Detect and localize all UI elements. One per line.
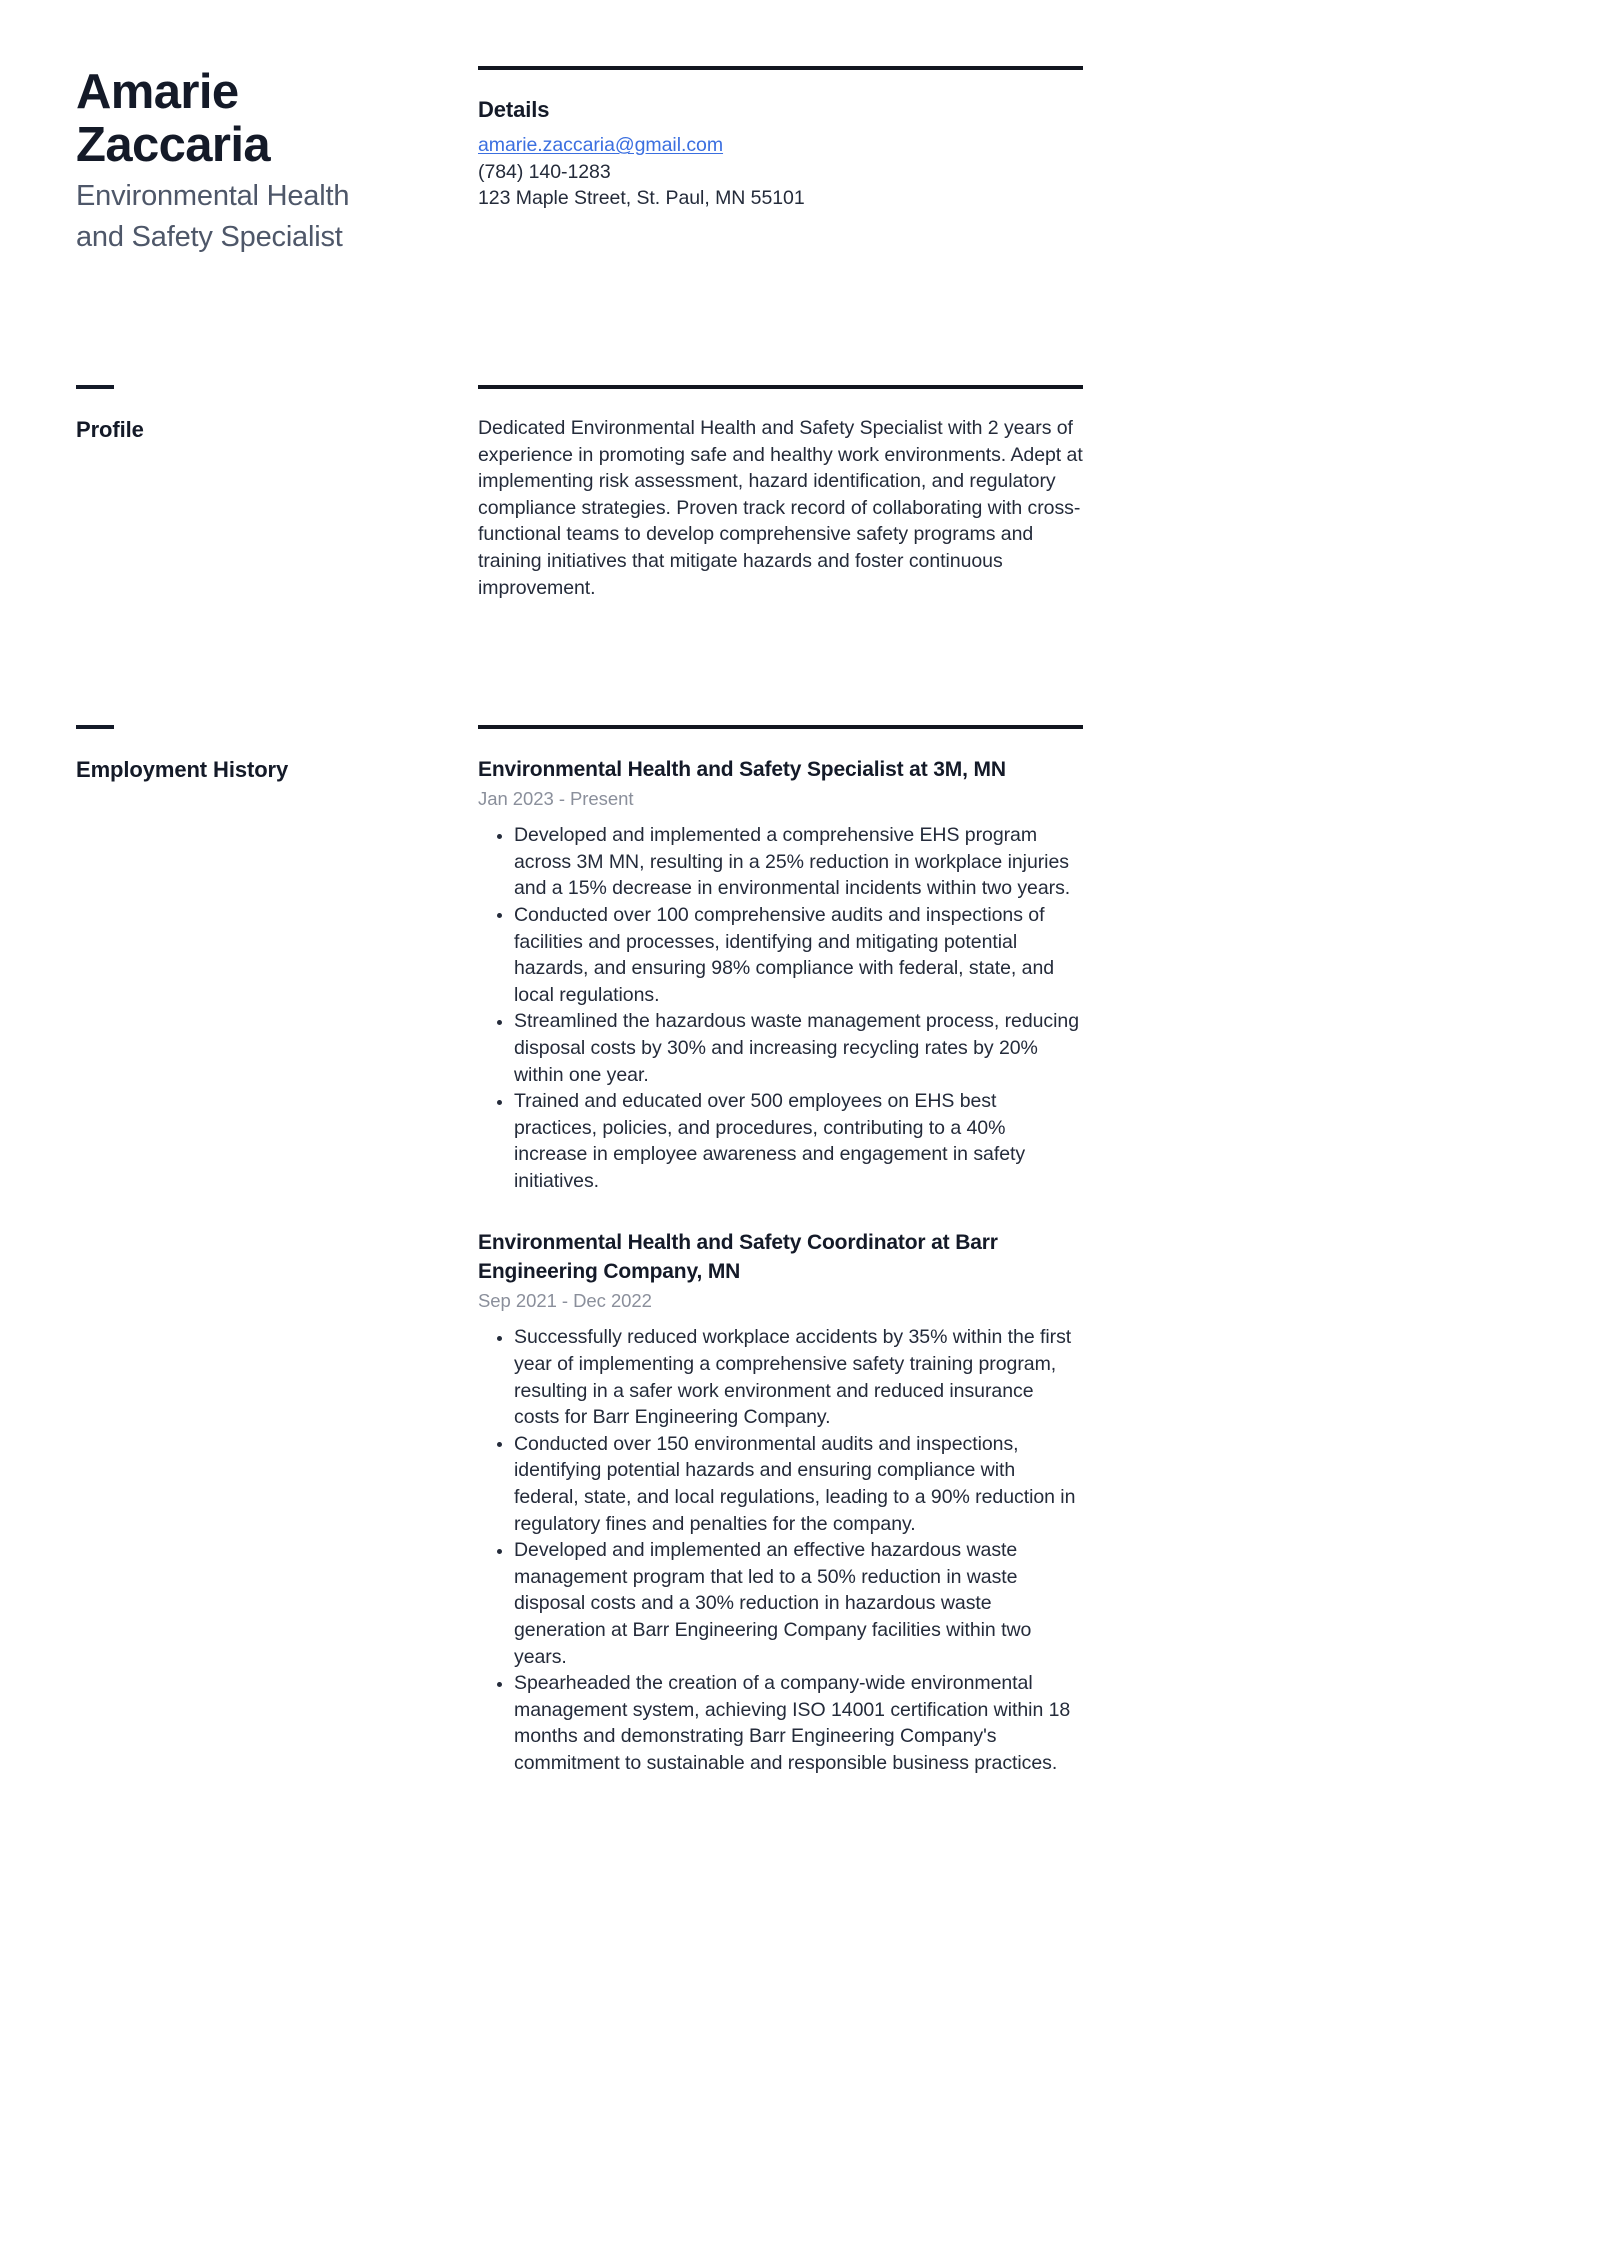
spacer-right-profile xyxy=(478,257,1083,385)
employment-section xyxy=(478,725,1083,1776)
identity xyxy=(76,66,436,257)
employment-entry-bullets xyxy=(478,822,1083,1194)
details-section xyxy=(478,66,1083,257)
contact-address: 123 Maple Street, St. Paul, MN 55101 xyxy=(478,187,805,209)
profile-side-section xyxy=(76,385,436,443)
details-divider xyxy=(478,66,1083,70)
employment-entry-dates: Sep 2021 - Dec 2022 xyxy=(478,1290,652,1312)
employment-entry-bullets xyxy=(478,1324,1083,1776)
employment-side-section xyxy=(76,725,436,783)
page-title: Amarie Zaccaria xyxy=(76,65,271,172)
profile-divider xyxy=(478,385,1083,389)
profile-section xyxy=(478,385,1083,601)
list-item: Developed and implemented a comprehensive EHS program across 3M MN, resulting in a 25% reduction in workplace injuries and a 15% decrease in environmental incidents within two years. xyxy=(478,822,1083,902)
section-dash-icon xyxy=(76,725,114,729)
spacer-left-employment xyxy=(76,601,436,725)
email-link[interactable]: amarie.zaccaria@gmail.com xyxy=(478,134,724,156)
spacer-left-profile xyxy=(76,257,436,385)
employment-entry xyxy=(478,1228,1083,1776)
spacer-right-employment xyxy=(478,601,1083,725)
employment-heading: Employment History xyxy=(76,757,289,783)
headline-job-title: Environmental Health and Safety Specialist xyxy=(76,180,350,253)
contact-phone: (784) 140-1283 xyxy=(478,160,611,183)
list-item: Streamlined the hazardous waste management process, reducing disposal costs by 30% and increasing recycling rates by 20% within one year. xyxy=(478,1008,1083,1088)
employment-divider xyxy=(478,725,1083,729)
list-item: Conducted over 100 comprehensive audits and inspections of facilities and processes, identifying and mitigating potential hazards, and ensuring 98% compliance with federal, state, and local regulations. xyxy=(478,902,1083,1008)
contact-email-line xyxy=(478,132,1083,159)
profile-heading: Profile xyxy=(76,417,144,442)
list-item: Successfully reduced workplace accidents by 35% within the first year of implementing a comprehensive safety training program, resulting in a safer work environment and reduced insurance costs for Barr Engineering Company. xyxy=(478,1324,1083,1430)
details-heading: Details xyxy=(478,97,550,122)
identity-block xyxy=(76,66,436,257)
employment-entry-title: Environmental Health and Safety Specialist at 3M, MN xyxy=(478,758,1006,782)
profile-label-column xyxy=(76,385,436,601)
list-item: Conducted over 150 environmental audits and inspections, identifying potential hazards and ensuring compliance with federal, state, and local regulations, leading to a 90% reduction in regulatory fines and penalties for the company. xyxy=(478,1431,1083,1537)
employment-label-column xyxy=(76,725,436,1776)
list-item: Spearheaded the creation of a company-wide environmental management system, achieving ISO 14001 certification within 18 months and demonstrating Barr Engineering Company's commitment to sustainable and responsible business practices. xyxy=(478,1670,1083,1776)
employment-entry xyxy=(478,755,1083,1194)
section-dash-icon xyxy=(76,385,114,389)
list-item: Developed and implemented an effective hazardous waste management program that led to a 50% reduction in waste disposal costs and a 30% reduction in hazardous waste generation at Barr Engineering Company facilities within two years. xyxy=(478,1537,1083,1670)
profile-text: Dedicated Environmental Health and Safety Specialist with 2 years of experience in promoting safe and healthy work environments. Adept at implementing risk assessment, hazard identification, and regulatory compliance strategies. Proven track record of collaborating with cross-functional teams to develop comprehensive safety programs and training initiatives that mitigate hazards and foster continuous improvement. xyxy=(478,417,1083,599)
employment-entry-dates: Jan 2023 - Present xyxy=(478,788,634,810)
employment-entry-title: Environmental Health and Safety Coordinator at Barr Engineering Company, MN xyxy=(478,1231,998,1284)
employment-jobs-list xyxy=(478,755,1083,1776)
list-item: Trained and educated over 500 employees on EHS best practices, policies, and procedures, contributing to a 40% increase in employee awareness and engagement in safety initiatives. xyxy=(478,1088,1083,1194)
